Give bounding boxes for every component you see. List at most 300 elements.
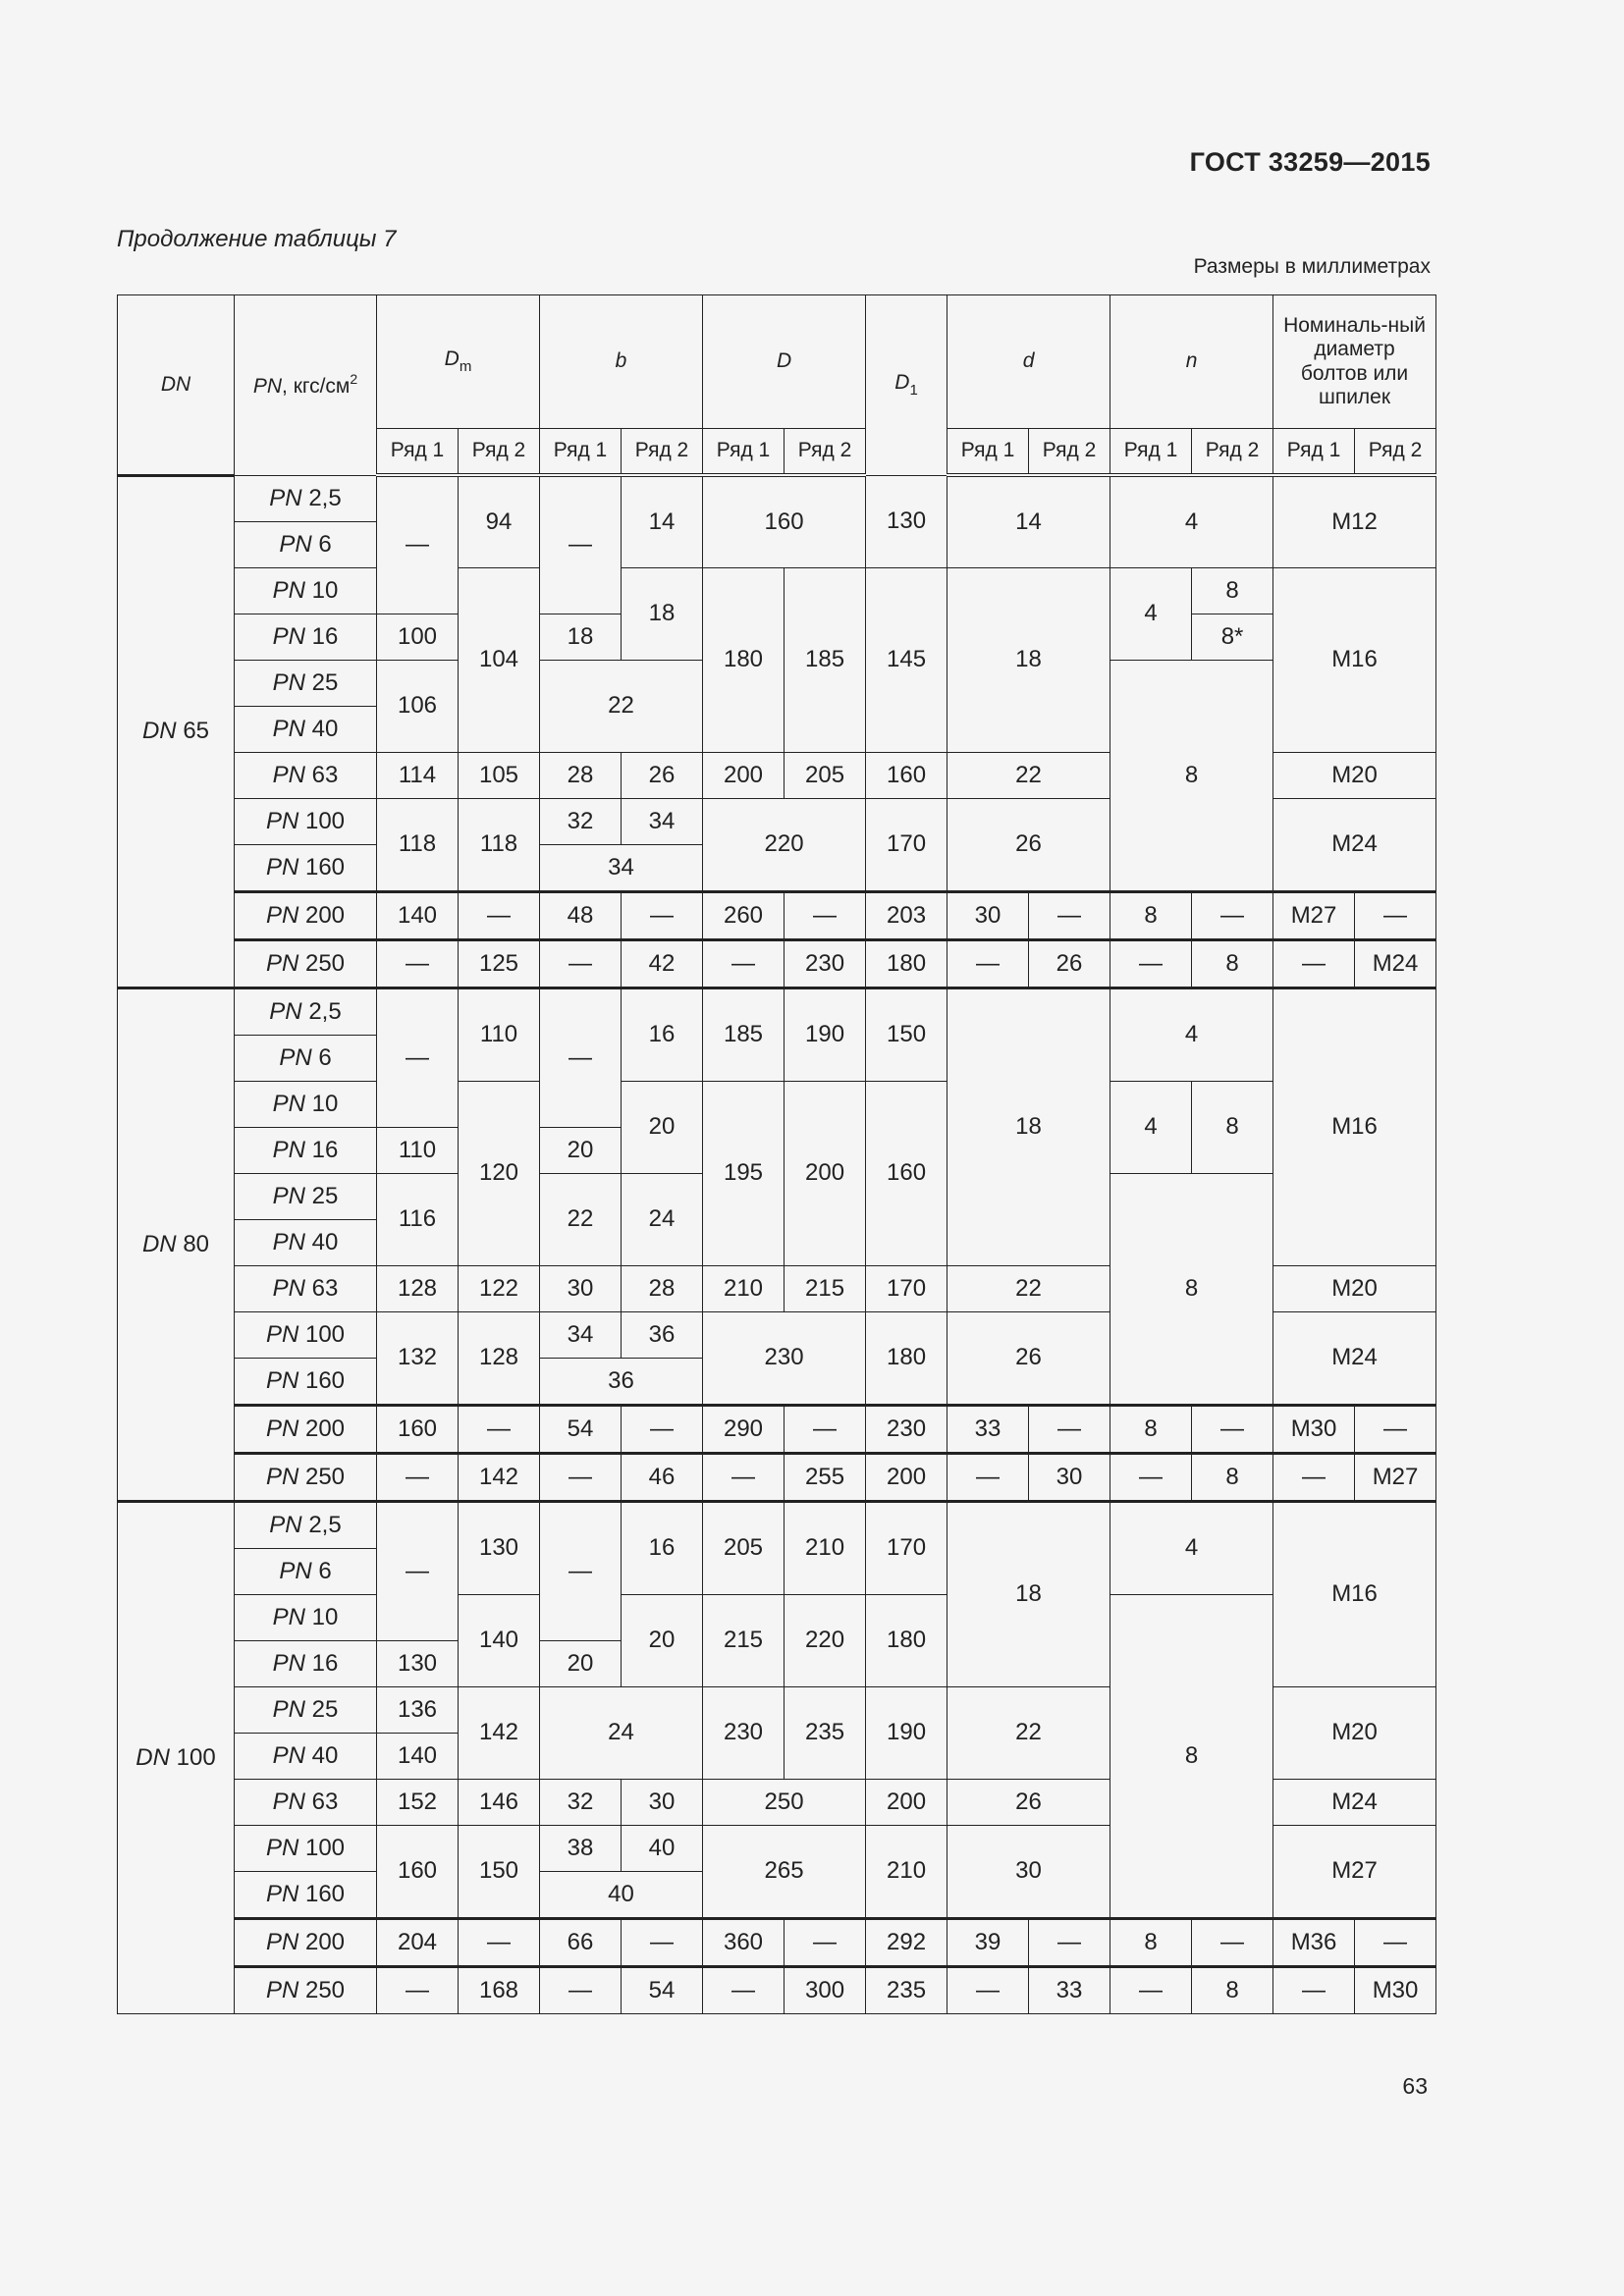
table-cell: 8 — [1192, 1966, 1273, 2013]
table-cell: 200 — [785, 1081, 866, 1265]
table-cell: 48 — [540, 891, 622, 939]
pn-value: 200 — [304, 901, 346, 929]
table-cell: 265 — [703, 1825, 866, 1918]
pn-prefix: PN — [265, 1834, 299, 1861]
table-row — [118, 1501, 1436, 1548]
table-cell: М27 — [1273, 891, 1355, 939]
table-cell: — — [1273, 939, 1355, 988]
header-dn — [118, 295, 235, 476]
table-cell: 30 — [947, 1825, 1110, 1918]
table-cell: 8 — [1192, 939, 1273, 988]
pn-value: 160 — [304, 1880, 346, 1907]
header-row2: Ряд 2 — [622, 429, 703, 476]
table-cell: — — [622, 1918, 703, 1966]
pn-cell — [235, 521, 377, 567]
table-cell: 360 — [703, 1918, 785, 1966]
page-number: 63 — [1402, 2073, 1428, 2099]
pn-cell — [235, 1918, 377, 1966]
table-cell: 150 — [459, 1825, 540, 1918]
table-cell: 200 — [866, 1453, 947, 1501]
table-cell: 39 — [947, 1918, 1029, 1966]
pn-value: 40 — [311, 1741, 339, 1769]
table-cell: 26 — [947, 1311, 1110, 1405]
table-cell: 260 — [703, 891, 785, 939]
table-cell: — — [1192, 1918, 1273, 1966]
pn-cell — [235, 1594, 377, 1640]
table-cell: 22 — [540, 660, 703, 752]
pn-value: 16 — [311, 622, 339, 650]
table-cell: 94 — [459, 475, 540, 567]
pn-prefix: PN — [269, 997, 302, 1025]
table-row — [118, 475, 1436, 521]
table-cell: 160 — [377, 1405, 459, 1453]
pn-cell — [235, 1405, 377, 1453]
pn-value: 63 — [311, 1788, 339, 1815]
header-d1-text: D — [894, 371, 910, 395]
pn-value: 10 — [311, 1090, 339, 1117]
table-cell: М24 — [1273, 798, 1436, 891]
table-cell: 16 — [622, 1501, 703, 1594]
pn-value: 10 — [311, 1603, 339, 1630]
table-cell: 230 — [785, 939, 866, 988]
table-cell: 215 — [703, 1594, 785, 1686]
table-cell: — — [947, 1453, 1029, 1501]
pn-prefix: PN — [265, 1928, 299, 1955]
table-cell: 18 — [540, 614, 622, 660]
dn-prefix: DN — [135, 1743, 170, 1771]
pn-cell — [235, 1173, 377, 1219]
table-cell: 106 — [377, 660, 459, 752]
table-cell: 220 — [785, 1594, 866, 1686]
table-cell: — — [1029, 1405, 1110, 1453]
table-cell: — — [540, 988, 622, 1127]
pn-prefix: PN — [272, 1788, 305, 1815]
table-cell: 34 — [540, 1311, 622, 1358]
table-cell: 170 — [866, 1265, 947, 1311]
table-cell: — — [703, 1966, 785, 2013]
pn-cell — [235, 567, 377, 614]
table-cell: 54 — [622, 1966, 703, 2013]
table-cell: 4 — [1110, 1081, 1192, 1173]
header-d-text: d — [1022, 349, 1035, 373]
table-cell: М16 — [1273, 567, 1436, 752]
table-cell: 36 — [622, 1311, 703, 1358]
table-cell: 190 — [866, 1686, 947, 1779]
table-cell: 14 — [947, 475, 1110, 567]
table-cell: 205 — [703, 1501, 785, 1594]
table-cell: 36 — [540, 1358, 703, 1405]
table-cell: — — [459, 891, 540, 939]
pn-value: 250 — [304, 1463, 346, 1490]
table-cell: — — [377, 939, 459, 988]
pn-value: 100 — [304, 1834, 346, 1861]
table-cell: 30 — [540, 1265, 622, 1311]
table-cell: М12 — [1273, 475, 1436, 567]
pn-value: 250 — [304, 949, 346, 977]
pn-prefix: PN — [272, 1695, 305, 1723]
pn-value: 250 — [304, 1976, 346, 2003]
dn-value: 80 — [183, 1230, 210, 1257]
table-cell: 210 — [866, 1825, 947, 1918]
table-cell: — — [1355, 891, 1436, 939]
table-cell: 28 — [622, 1265, 703, 1311]
table-cell: 8 — [1110, 1918, 1192, 1966]
pn-cell — [235, 844, 377, 891]
table-cell: 146 — [459, 1779, 540, 1825]
table-cell: 8 — [1110, 660, 1273, 891]
pn-value: 40 — [311, 715, 339, 742]
table-cell: 4 — [1110, 475, 1273, 567]
table-cell: 128 — [459, 1311, 540, 1405]
pn-value: 16 — [311, 1649, 339, 1677]
pn-cell — [235, 660, 377, 706]
pn-value: 6 — [318, 1043, 332, 1071]
units-note: Размеры в миллиметрах — [1193, 255, 1431, 278]
header-row1: Ряд 1 — [947, 429, 1029, 476]
table-cell: — — [622, 1405, 703, 1453]
table-cell: — — [540, 1501, 622, 1640]
pn-prefix: PN — [272, 1136, 305, 1163]
table-cell: 190 — [785, 988, 866, 1081]
table-cell: М24 — [1273, 1311, 1436, 1405]
table-cell: — — [1273, 1966, 1355, 2013]
pn-prefix: PN — [265, 1976, 299, 2003]
pn-prefix: PN — [272, 1090, 305, 1117]
table-cell: 18 — [622, 567, 703, 660]
pn-prefix: PN — [272, 622, 305, 650]
pn-prefix: PN — [265, 1880, 299, 1907]
table-cell: 110 — [377, 1127, 459, 1173]
header-row1: Ряд 1 — [1110, 429, 1192, 476]
table-cell: — — [540, 1453, 622, 1501]
table-cell: М20 — [1273, 1265, 1436, 1311]
pn-cell — [235, 1779, 377, 1825]
table-cell: — — [1029, 891, 1110, 939]
table-row — [118, 1594, 1436, 1640]
table-cell: М20 — [1273, 1686, 1436, 1779]
pn-cell — [235, 1825, 377, 1871]
table-cell: 22 — [947, 1686, 1110, 1779]
table-cell: 24 — [622, 1173, 703, 1265]
table-cell: 210 — [703, 1265, 785, 1311]
pn-prefix: PN — [265, 949, 299, 977]
header-b — [540, 295, 703, 429]
table-cell: 30 — [1029, 1453, 1110, 1501]
header-pn-unit: , кгс/см — [282, 375, 351, 399]
table-cell: 20 — [540, 1640, 622, 1686]
table-row — [118, 1918, 1436, 1966]
table-cell: 54 — [540, 1405, 622, 1453]
table-row — [118, 939, 1436, 988]
table-row — [118, 1966, 1436, 2013]
table-cell: — — [459, 1918, 540, 1966]
table-caption: Продолжение таблицы 7 — [117, 226, 397, 252]
table-row — [118, 567, 1436, 614]
pn-value: 200 — [304, 1928, 346, 1955]
table-cell: М24 — [1273, 1779, 1436, 1825]
pn-prefix: PN — [265, 1320, 299, 1348]
pn-cell — [235, 1265, 377, 1311]
table-cell: 130 — [459, 1501, 540, 1594]
pn-value: 2,5 — [308, 1511, 342, 1538]
dn-prefix: DN — [141, 1230, 177, 1257]
pn-prefix: PN — [265, 1366, 299, 1394]
table-cell: 300 — [785, 1966, 866, 2013]
table-cell: — — [1110, 1453, 1192, 1501]
dn-value: 100 — [176, 1743, 216, 1771]
pn-value: 2,5 — [308, 484, 342, 511]
table-cell: 118 — [377, 798, 459, 891]
table-cell: — — [540, 939, 622, 988]
pn-prefix: PN — [272, 576, 305, 604]
table-cell: 160 — [866, 1081, 947, 1265]
pn-cell — [235, 1733, 377, 1779]
table-cell: М30 — [1273, 1405, 1355, 1453]
table-cell: — — [1029, 1918, 1110, 1966]
table-cell: 215 — [785, 1265, 866, 1311]
pn-cell — [235, 1686, 377, 1733]
pn-cell — [235, 614, 377, 660]
table-cell: 8 — [1110, 1594, 1273, 1918]
table-cell: 18 — [947, 567, 1110, 752]
pn-prefix: PN — [269, 1511, 302, 1538]
document-code: ГОСТ 33259—2015 — [1189, 147, 1431, 177]
header-bolt-diameter — [1273, 295, 1436, 429]
table-cell: 24 — [540, 1686, 703, 1779]
table-cell: 170 — [866, 1501, 947, 1594]
table-cell: 8* — [1192, 614, 1273, 660]
table-cell: 118 — [459, 798, 540, 891]
table-cell: 32 — [540, 1779, 622, 1825]
header-row2: Ряд 2 — [1355, 429, 1436, 476]
pn-prefix: PN — [272, 1274, 305, 1302]
pn-prefix: PN — [272, 715, 305, 742]
table-cell: М27 — [1273, 1825, 1436, 1918]
table-cell: 8 — [1192, 567, 1273, 614]
table-cell: 180 — [866, 939, 947, 988]
pn-cell — [235, 1035, 377, 1081]
table-cell: 32 — [540, 798, 622, 844]
pn-value: 6 — [318, 530, 332, 558]
table-cell: 8 — [1110, 891, 1192, 939]
table-cell: 200 — [703, 752, 785, 798]
table-cell: — — [377, 1453, 459, 1501]
table-cell: — — [1192, 1405, 1273, 1453]
table-cell: 38 — [540, 1825, 622, 1871]
pn-cell — [235, 1127, 377, 1173]
header-dm — [377, 295, 540, 429]
dn-prefix: DN — [141, 718, 177, 745]
table-cell: — — [1192, 891, 1273, 939]
table-cell: — — [947, 1966, 1029, 2013]
table-cell: 34 — [622, 798, 703, 844]
pn-prefix: PN — [265, 853, 299, 881]
table-cell: 160 — [377, 1825, 459, 1918]
header-pn — [235, 295, 377, 476]
pn-cell — [235, 798, 377, 844]
header-row2: Ряд 2 — [459, 429, 540, 476]
table-cell: — — [622, 891, 703, 939]
pn-value: 160 — [304, 1366, 346, 1394]
pn-value: 63 — [311, 761, 339, 788]
pn-prefix: PN — [279, 1043, 312, 1071]
table-cell: 100 — [377, 614, 459, 660]
table-cell: 185 — [703, 988, 785, 1081]
pn-cell — [235, 1966, 377, 2013]
pn-prefix: PN — [265, 1415, 299, 1442]
table-cell: 152 — [377, 1779, 459, 1825]
table-cell: 130 — [866, 475, 947, 567]
table-cell: 230 — [703, 1311, 866, 1405]
table-cell: 180 — [703, 567, 785, 752]
table-cell: — — [785, 1405, 866, 1453]
pn-cell — [235, 1640, 377, 1686]
table-cell: М24 — [1355, 939, 1436, 988]
pn-cell — [235, 891, 377, 939]
table-cell: 40 — [540, 1871, 703, 1918]
header-row1: Ряд 1 — [540, 429, 622, 476]
header-n — [1110, 295, 1273, 429]
dn-value: 65 — [183, 718, 210, 745]
pn-value: 160 — [304, 853, 346, 881]
header-pn-label: PN — [252, 375, 283, 399]
header-D-text: D — [776, 349, 792, 373]
pn-prefix: PN — [272, 761, 305, 788]
pn-cell — [235, 1871, 377, 1918]
table-cell: 40 — [622, 1825, 703, 1871]
table-cell: 132 — [377, 1311, 459, 1405]
table-cell: — — [540, 475, 622, 614]
table-cell: 116 — [377, 1173, 459, 1265]
table-cell: 104 — [459, 567, 540, 752]
table-cell: 8 — [1110, 1405, 1192, 1453]
table-cell: — — [785, 891, 866, 939]
table-cell: 140 — [377, 891, 459, 939]
table-cell: М36 — [1273, 1918, 1355, 1966]
header-row2: Ряд 2 — [1192, 429, 1273, 476]
header-d — [947, 295, 1110, 429]
table-cell: 160 — [703, 475, 866, 567]
table-cell: 140 — [377, 1733, 459, 1779]
table-cell: 142 — [459, 1453, 540, 1501]
table-cell: 20 — [622, 1594, 703, 1686]
pn-value: 63 — [311, 1274, 339, 1302]
table-cell: 4 — [1110, 1501, 1273, 1594]
pn-cell — [235, 1081, 377, 1127]
table-row — [118, 1453, 1436, 1501]
header-bolt-diameter-text: Номиналь-ный диаметр болтов или шпилек — [1283, 314, 1426, 408]
pn-cell — [235, 752, 377, 798]
table-cell: — — [1110, 1966, 1192, 2013]
dn-cell — [118, 988, 235, 1501]
table-cell: 235 — [785, 1686, 866, 1779]
table-cell: 42 — [622, 939, 703, 988]
pn-value: 40 — [311, 1228, 339, 1255]
pn-prefix: PN — [265, 807, 299, 834]
pn-cell — [235, 1219, 377, 1265]
table-cell: — — [785, 1918, 866, 1966]
table-cell: 170 — [866, 798, 947, 891]
table-cell: М27 — [1355, 1453, 1436, 1501]
header-D — [703, 295, 866, 429]
pn-prefix: PN — [265, 1463, 299, 1490]
table-cell: — — [377, 1966, 459, 2013]
table-cell: — — [459, 1405, 540, 1453]
pn-value: 16 — [311, 1136, 339, 1163]
table-cell: 140 — [459, 1594, 540, 1686]
table-cell: 22 — [540, 1173, 622, 1265]
pn-value: 25 — [311, 668, 339, 696]
header-row2: Ряд 2 — [785, 429, 866, 476]
table-cell: 122 — [459, 1265, 540, 1311]
table-cell: 120 — [459, 1081, 540, 1265]
table-cell: 22 — [947, 752, 1110, 798]
table-cell: 20 — [540, 1127, 622, 1173]
table-cell: 200 — [866, 1779, 947, 1825]
table-cell: М20 — [1273, 752, 1436, 798]
pn-cell — [235, 988, 377, 1035]
table-cell: М16 — [1273, 988, 1436, 1265]
table-cell: 34 — [540, 844, 703, 891]
pn-value: 25 — [311, 1182, 339, 1209]
table-cell: 20 — [622, 1081, 703, 1173]
table-cell: 180 — [866, 1594, 947, 1686]
table-cell: — — [1273, 1453, 1355, 1501]
header-d1-sub: 1 — [909, 382, 918, 400]
dn-cell — [118, 1501, 235, 2013]
header-pn-unit-exp: 2 — [350, 371, 358, 388]
table-cell: 150 — [866, 988, 947, 1081]
pn-prefix: PN — [279, 530, 312, 558]
table-cell: 114 — [377, 752, 459, 798]
table-cell: — — [703, 1453, 785, 1501]
table-row — [118, 891, 1436, 939]
pn-value: 6 — [318, 1557, 332, 1584]
header-n-text: n — [1185, 349, 1198, 373]
header-row1: Ряд 1 — [703, 429, 785, 476]
pn-cell — [235, 706, 377, 752]
table-cell: 250 — [703, 1779, 866, 1825]
header-row1: Ряд 1 — [377, 429, 459, 476]
pn-prefix: PN — [272, 1649, 305, 1677]
table-cell: 205 — [785, 752, 866, 798]
pn-cell — [235, 1311, 377, 1358]
header-dn-text: DN — [160, 372, 191, 396]
table-row — [118, 1081, 1436, 1127]
table-cell: 33 — [947, 1405, 1029, 1453]
table-cell: 290 — [703, 1405, 785, 1453]
table-cell: 230 — [703, 1686, 785, 1779]
table-cell: 26 — [947, 1779, 1110, 1825]
pn-prefix: PN — [279, 1557, 312, 1584]
table-cell: 130 — [377, 1640, 459, 1686]
table-cell: 30 — [947, 891, 1029, 939]
table-cell: 230 — [866, 1405, 947, 1453]
pn-cell — [235, 1501, 377, 1548]
table-row — [118, 988, 1436, 1035]
table-cell: 292 — [866, 1918, 947, 1966]
table-cell: — — [377, 1501, 459, 1640]
pn-prefix: PN — [269, 484, 302, 511]
table-cell: 8 — [1192, 1081, 1273, 1173]
flange-dimensions-table — [117, 294, 1436, 2014]
pn-prefix: PN — [272, 1228, 305, 1255]
table-cell: 33 — [1029, 1966, 1110, 2013]
table-cell: 110 — [459, 988, 540, 1081]
table-cell: 185 — [785, 567, 866, 752]
table-cell: 235 — [866, 1966, 947, 2013]
pn-value: 200 — [304, 1415, 346, 1442]
